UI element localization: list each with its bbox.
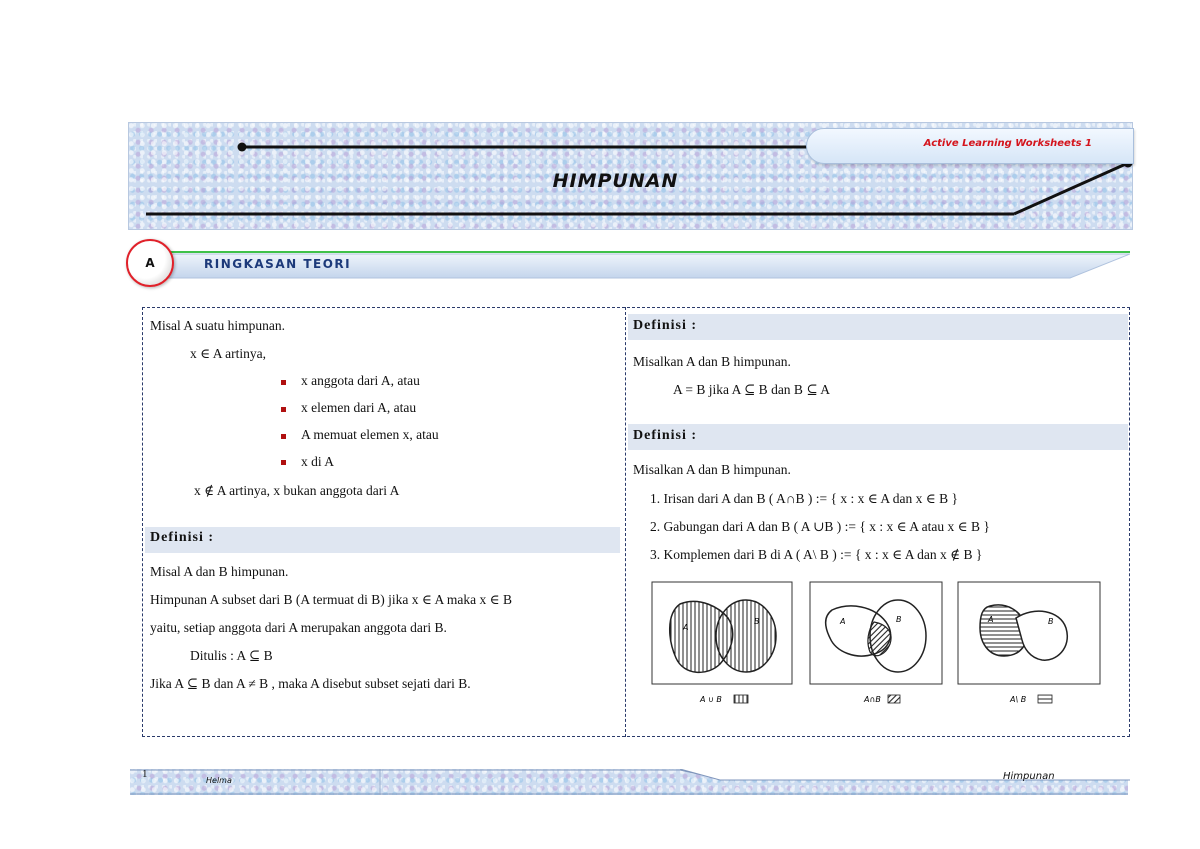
- definition-title: Definisi :: [150, 530, 215, 545]
- venn-caption-union: A ∪ B: [700, 695, 722, 704]
- intro-text: Misal A suatu himpunan.: [150, 318, 285, 333]
- legend-swatch: [888, 695, 900, 703]
- footer-notch: [680, 769, 1130, 781]
- section-letter: A: [145, 256, 155, 270]
- venn-label-a: A: [840, 617, 846, 626]
- worksheet-tag: Active Learning Worksheets 1: [923, 138, 1092, 149]
- venn-label-b: B: [1048, 617, 1054, 626]
- venn-diagrams: [650, 578, 1104, 708]
- definition-header-bar: [628, 314, 1128, 340]
- member-definition: x ∈ A artinya,: [190, 346, 266, 361]
- section-title: RINGKASAN TEORI: [204, 257, 352, 271]
- bullet-marker: [281, 434, 286, 439]
- definition-title: Definisi :: [633, 428, 698, 443]
- definition-line: Misalkan A dan B himpunan.: [633, 462, 791, 477]
- bullet-marker: [281, 380, 286, 385]
- definition-title: Definisi :: [633, 318, 698, 333]
- venn-caption-intersection: A∩B: [864, 695, 881, 704]
- footer-author: Helma: [206, 776, 232, 785]
- bullet-marker: [281, 407, 286, 412]
- definition-line: Himpunan A subset dari B (A termuat di B) jika x ∈ A maka x ∈ B: [150, 592, 512, 607]
- definition-line: A = B jika A ⊆ B dan B ⊆ A: [673, 382, 831, 397]
- bullet-item: x elemen dari A, atau: [301, 400, 417, 415]
- venn-caption-difference: A\ B: [1010, 695, 1027, 704]
- operation-item: 2. Gabungan dari A dan B ( A ∪B ) := { x : x ∈ A atau x ∈ B }: [650, 519, 990, 534]
- venn-label-a: A: [683, 623, 689, 632]
- bullet-item: x di A: [301, 454, 335, 469]
- bullet-item: A memuat elemen x, atau: [301, 427, 439, 442]
- definition-line: yaitu, setiap anggota dari A merupakan anggota dari B.: [150, 620, 447, 635]
- venn-label-b: B: [754, 617, 760, 626]
- operation-item: 1. Irisan dari A dan B ( A∩B ) := { x : x ∈ A dan x ∈ B }: [650, 491, 958, 506]
- bullet-item: x anggota dari A, atau: [301, 373, 420, 388]
- definition-line: Misalkan A dan B himpunan.: [633, 354, 791, 369]
- definition-header-bar: [145, 527, 620, 553]
- footer-mask: [130, 758, 1128, 769]
- footer-topic: Himpunan: [1003, 771, 1055, 782]
- venn-label-a: A: [988, 615, 994, 624]
- bullet-marker: [281, 460, 286, 465]
- page-title: HIMPUNAN: [552, 170, 679, 192]
- legend-swatch: [1038, 695, 1052, 703]
- definition-header-bar: [628, 424, 1128, 450]
- page-number: 1: [142, 768, 148, 780]
- nonmember-definition: x ∉ A artinya, x bukan anggota dari A: [194, 483, 400, 498]
- venn-label-b: B: [896, 615, 902, 624]
- definition-line: Misal A dan B himpunan.: [150, 564, 289, 579]
- column-divider: [625, 307, 626, 737]
- legend-swatch: [734, 695, 748, 703]
- definition-line: Jika A ⊆ B dan A ≠ B , maka A disebut subset sejati dari B.: [150, 676, 471, 691]
- definition-line: Ditulis : A ⊆ B: [190, 648, 273, 663]
- operation-item: 3. Komplemen dari B di A ( A\ B ) := { x : x ∈ A dan x ∉ B }: [650, 547, 983, 562]
- venn-set-b-shape: [716, 600, 776, 672]
